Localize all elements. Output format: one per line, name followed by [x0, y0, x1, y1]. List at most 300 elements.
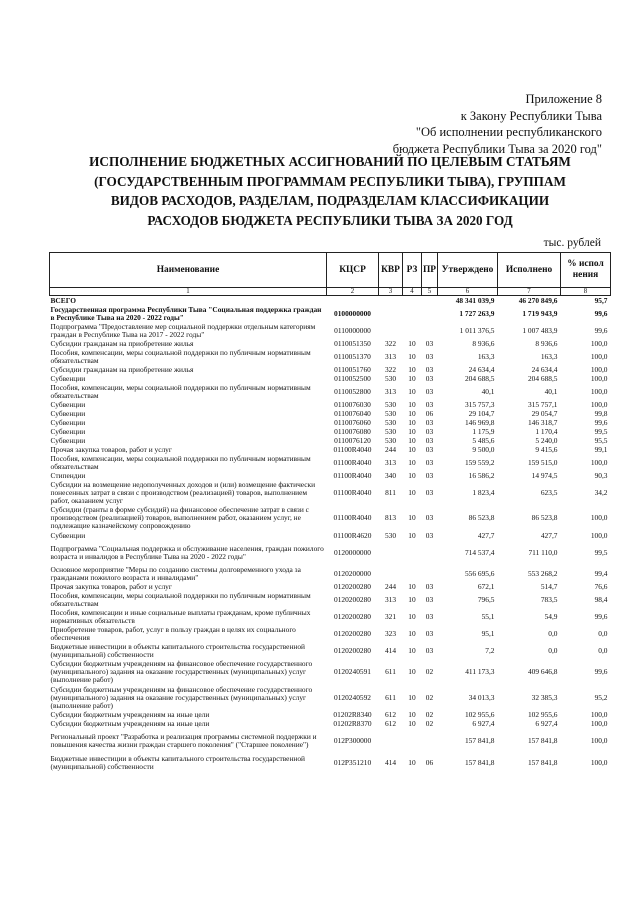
row-executed: 54,9: [544, 612, 558, 621]
row-pr: 03: [425, 629, 434, 638]
row-executed: 8 936,6: [535, 338, 558, 348]
table-row: [50, 436, 611, 445]
row-kvr: 323: [384, 629, 397, 638]
row-kvr: [379, 566, 403, 583]
row-kcsr: 0120200280: [334, 646, 371, 655]
row-kvr: 530: [384, 530, 397, 540]
document-title: [70, 152, 590, 230]
row-name: Субсидии бюджетным учреждениям на финансовое обеспечение государственного (муниципального) задания на оказание государственных (муниципальных) услуг (выполнение работ): [50, 684, 313, 710]
row-name: Субвенции: [50, 399, 86, 409]
column-number: 1: [50, 288, 327, 296]
column-number-row: [50, 288, 611, 296]
row-kcsr: 0110051370: [334, 351, 371, 361]
row-rz: [403, 322, 422, 339]
row-name: Приобретение товаров, работ, услуг в пользу граждан в целях их социального обеспечения: [50, 625, 296, 642]
header-pr: ПР: [422, 253, 438, 288]
row-rz: 10: [408, 435, 416, 445]
row-percent: 100,0: [590, 373, 608, 383]
row-rz: [403, 296, 422, 306]
row-percent: 99,6: [594, 325, 608, 335]
row-pr: 06: [425, 757, 434, 767]
row-rz: 10: [408, 457, 416, 467]
row-rz: 10: [408, 757, 416, 767]
row-approved: 29 104,7: [468, 408, 495, 418]
row-kcsr: 0120000000: [334, 547, 371, 557]
row-kcsr: 0120200000: [334, 569, 371, 578]
row-pr: 03: [425, 399, 434, 409]
row-kcsr: 0110051760: [334, 364, 371, 374]
row-name: Субвенции: [50, 530, 86, 540]
row-percent: 76,6: [594, 582, 608, 591]
title-line: РАСХОДОВ БЮДЖЕТА РЕСПУБЛИКИ ТЫВА ЗА 2020 ГОД: [147, 212, 513, 228]
row-kvr: 612: [384, 719, 397, 728]
row-percent: 100,0: [590, 351, 608, 361]
row-percent: 0,0: [598, 629, 608, 638]
row-pr: 02: [425, 692, 434, 702]
row-pr: 03: [425, 582, 434, 591]
row-approved: 163,3: [477, 351, 495, 361]
row-kvr: 313: [384, 595, 397, 604]
row-percent: 34,2: [594, 487, 608, 497]
row-pr: [422, 729, 438, 755]
row-percent: 100,0: [590, 364, 608, 374]
row-pr: [422, 566, 438, 583]
row-rz: 10: [408, 582, 416, 591]
row-kvr: 530: [384, 435, 397, 445]
row-pr: 03: [425, 513, 434, 523]
row-name: Субвенции: [50, 435, 86, 445]
row-executed: 46 270 849,6: [518, 295, 558, 305]
row-kcsr: 01202R8370: [333, 719, 372, 728]
table-row: [50, 409, 611, 418]
row-rz: [403, 540, 422, 566]
table-row: [50, 445, 611, 454]
row-percent: 100,0: [590, 719, 608, 728]
table-row: [50, 471, 611, 480]
column-number: 5: [422, 288, 438, 296]
header-kvr: КВР: [379, 253, 403, 288]
row-name: Субсидии бюджетным учреждениям на финансовое обеспечение государственного (муниципального) задания на оказание государственных (муниципальных) услуг (выполнение работ): [50, 659, 313, 685]
row-approved: 16 586,2: [468, 470, 495, 480]
row-name: Пособия, компенсации, меры социальной поддержки по публичным нормативным обязательствам: [50, 591, 311, 608]
row-executed: 29 054,7: [531, 408, 558, 418]
row-pr: 06: [425, 408, 434, 418]
table-row: [50, 427, 611, 436]
table-row: [50, 454, 611, 471]
table-row: [50, 506, 611, 532]
row-kcsr: 0100000000: [334, 308, 371, 318]
row-kvr: 611: [385, 692, 396, 702]
row-kcsr: 012P351210: [333, 757, 372, 767]
row-name: Стипендии: [50, 470, 86, 480]
table-row: [50, 531, 611, 540]
table-row: [50, 754, 611, 771]
table-row: [50, 720, 611, 729]
row-rz: 10: [408, 417, 416, 427]
header-percent: % испол нения: [561, 253, 611, 288]
row-percent: 95,2: [594, 692, 608, 702]
table-header: [50, 253, 611, 296]
row-kvr: 612: [384, 710, 397, 719]
row-pr: 03: [425, 595, 434, 604]
row-percent: 99,4: [594, 569, 608, 578]
row-approved: 157 841,8: [464, 757, 495, 767]
row-approved: 315 757,3: [464, 399, 495, 409]
row-executed: 159 515,0: [527, 457, 558, 467]
row-name: ВСЕГО: [50, 295, 76, 305]
column-number: 6: [438, 288, 498, 296]
title-line: (ГОСУДАРСТВЕННЫМ ПРОГРАММАМ РЕСПУБЛИКИ ТЫВА), ГРУППАМ: [94, 173, 566, 189]
row-name: Субвенции: [50, 408, 86, 418]
row-kvr: 811: [385, 487, 396, 497]
table-row: [50, 685, 611, 711]
row-rz: 10: [408, 351, 416, 361]
row-kvr: [379, 322, 403, 339]
row-kcsr: [327, 296, 379, 306]
row-kvr: [379, 540, 403, 566]
row-executed: 14 974,5: [531, 470, 558, 480]
row-approved: 1 175,9: [472, 426, 495, 436]
row-pr: [422, 305, 438, 322]
column-number: 4: [403, 288, 422, 296]
row-executed: 409 646,8: [527, 667, 558, 677]
row-approved: 427,7: [477, 530, 495, 540]
row-kcsr: 01100R4040: [333, 487, 372, 497]
row-kvr: 414: [384, 646, 397, 655]
row-rz: 10: [408, 513, 416, 523]
row-approved: 5 485,6: [472, 435, 495, 445]
row-percent: 0,0: [598, 646, 608, 655]
row-pr: 03: [425, 351, 434, 361]
table-row: [50, 480, 611, 506]
table-row: [50, 383, 611, 400]
row-approved: 714 537,4: [464, 547, 495, 557]
row-percent: 100,0: [590, 710, 608, 719]
row-executed: 6 927,4: [535, 719, 558, 728]
row-kvr: 530: [384, 417, 397, 427]
header-approved: Утверждено: [438, 253, 498, 288]
row-kvr: 313: [384, 386, 397, 396]
row-name: Бюджетные инвестиции в объекты капитального строительства государственной (муниципальной) собственности: [50, 642, 306, 659]
row-percent: 99,6: [594, 612, 608, 621]
row-kvr: 313: [384, 351, 397, 361]
row-pr: 03: [425, 338, 434, 348]
row-kvr: 611: [385, 667, 396, 677]
row-name: Региональный проект "Разработка и реализация программы системной поддержки и повышения качества жизни граждан старшего поколения" ("Старшее поколение"): [50, 732, 317, 750]
row-kcsr: 0110000000: [334, 325, 371, 335]
appendix-header: [393, 91, 602, 157]
row-pr: 03: [425, 530, 434, 540]
table-row: [50, 592, 611, 609]
row-rz: 10: [408, 487, 416, 497]
row-executed: 146 318,7: [527, 417, 558, 427]
row-executed: 9 415,6: [535, 444, 558, 454]
row-name: Субвенции: [50, 417, 86, 427]
row-kvr: 530: [384, 399, 397, 409]
row-rz: [403, 729, 422, 755]
row-rz: 10: [408, 373, 416, 383]
row-percent: 100,0: [590, 386, 608, 396]
table-row: [50, 348, 611, 365]
row-approved: 24 634,4: [468, 364, 495, 374]
row-kvr: 530: [384, 408, 397, 418]
row-executed: 1 170,4: [535, 426, 558, 436]
row-executed: 40,1: [544, 386, 558, 396]
column-number: 3: [379, 288, 403, 296]
row-name: Субсидии гражданам на приобретение жилья: [50, 338, 194, 348]
row-pr: 03: [425, 386, 434, 396]
row-kcsr: 0120200280: [334, 582, 371, 591]
row-pr: 03: [425, 364, 434, 374]
row-approved: 95,1: [481, 629, 495, 638]
row-approved: 204 688,5: [464, 373, 495, 383]
unit-label: тыс. рублей: [543, 237, 601, 249]
row-rz: [403, 566, 422, 583]
row-kvr: 322: [384, 338, 397, 348]
row-rz: [403, 305, 422, 322]
row-approved: 7,2: [485, 646, 495, 655]
row-kcsr: 0120240591: [334, 667, 371, 677]
row-approved: 1 823,4: [472, 487, 495, 497]
table-row: [50, 566, 611, 583]
row-pr: 03: [425, 646, 434, 655]
row-kcsr: 0110076120: [334, 435, 371, 445]
row-pr: 03: [425, 470, 434, 480]
row-pr: 03: [425, 435, 434, 445]
row-kvr: 321: [384, 612, 397, 621]
table-row: [50, 660, 611, 686]
header-kcsr: КЦСР: [327, 253, 379, 288]
header-executed: Исполнено: [498, 253, 561, 288]
row-executed: 427,7: [540, 530, 558, 540]
column-number: 8: [561, 288, 611, 296]
row-name: Бюджетные инвестиции в объекты капитального строительства государственной (муниципальной) собственности: [50, 753, 306, 771]
row-approved: 8 936,6: [472, 338, 495, 348]
row-executed: 623,5: [540, 487, 558, 497]
table-row: [50, 418, 611, 427]
title-line: ИСПОЛНЕНИЕ БЮДЖЕТНЫХ АССИГНОВАНИЙ ПО ЦЕЛЕВЫМ СТАТЬЯМ: [89, 154, 571, 169]
row-kvr: 322: [384, 364, 397, 374]
row-executed: 711 110,0: [528, 547, 558, 557]
row-name: Пособия, компенсации, меры социальной поддержки по публичным нормативным обязательствам: [50, 453, 311, 471]
row-kvr: 530: [384, 373, 397, 383]
table-row: [50, 729, 611, 755]
row-name: Прочая закупка товаров, работ и услуг: [50, 582, 172, 591]
row-percent: 90,3: [594, 470, 608, 480]
table-row: [50, 374, 611, 383]
row-approved: 40,1: [481, 386, 495, 396]
row-approved: 48 341 039,9: [455, 295, 495, 305]
row-executed: 24 634,4: [531, 364, 558, 374]
row-percent: 99,5: [594, 426, 608, 436]
row-pr: [422, 322, 438, 339]
row-rz: 10: [408, 530, 416, 540]
table-row: [50, 626, 611, 643]
budget-table: [49, 252, 611, 771]
row-pr: 02: [425, 710, 434, 719]
row-executed: 0,0: [548, 629, 558, 638]
appendix-line: к Закону Республики Тыва: [460, 108, 602, 123]
row-approved: 157 841,8: [464, 736, 495, 746]
table-row: [50, 400, 611, 409]
row-name: Пособия, компенсации, меры социальной поддержки по публичным нормативным обязательствам: [50, 347, 311, 365]
row-pr: 03: [425, 612, 434, 621]
row-rz: 10: [408, 595, 416, 604]
table-row: [50, 305, 611, 322]
row-pr: 03: [425, 487, 434, 497]
row-kcsr: 012P300000: [333, 736, 372, 746]
row-approved: 556 695,6: [464, 569, 495, 578]
row-kcsr: 0110052500: [334, 373, 371, 383]
row-percent: 100,0: [590, 736, 608, 746]
header-rz: РЗ: [403, 253, 422, 288]
row-executed: 783,5: [540, 595, 558, 604]
appendix-line: "Об исполнении республиканского: [415, 125, 602, 139]
row-percent: 98,4: [594, 595, 608, 604]
row-percent: 100,0: [590, 513, 608, 523]
row-pr: [422, 540, 438, 566]
row-name: Основное мероприятие "Меры по созданию системы долговременного ухода за гражданами пожилого возраста и инвалидами": [50, 565, 301, 582]
table-body: [50, 296, 611, 772]
title-line: ВИДОВ РАСХОДОВ, РАЗДЕЛАМ, ПОДРАЗДЕЛАМ КЛАССИФИКАЦИИ: [110, 193, 550, 208]
table-row: [50, 296, 611, 306]
row-pr: [422, 296, 438, 306]
row-rz: 10: [408, 444, 416, 454]
row-pr: 03: [425, 417, 434, 427]
row-name: Субсидии бюджетным учреждениям на иные цели: [50, 719, 210, 728]
row-percent: 95,7: [594, 295, 608, 305]
table-row: [50, 609, 611, 626]
row-name: Субсидии (гранты в форме субсидий) на финансовое обеспечение затрат в связи с производством (реализацией) товаров, выполнением работ, оказанием услуг, не подлежащие казначейскому сопровождению: [50, 505, 309, 531]
row-kcsr: 01100R4040: [333, 457, 372, 467]
row-kvr: [379, 729, 403, 755]
row-rz: 10: [408, 399, 416, 409]
row-executed: 514,7: [540, 582, 558, 591]
row-kcsr: 01202R8340: [333, 710, 372, 719]
row-name: Подпрограмма "Социальная поддержка и обслуживание населения, граждан пожилого возраста и инвалидов в Республике Тыва на 2020 - 2022 годы": [50, 543, 324, 561]
row-rz: 10: [408, 612, 416, 621]
row-rz: 10: [408, 629, 416, 638]
row-approved: 159 559,2: [464, 457, 495, 467]
row-rz: 10: [408, 667, 416, 677]
row-approved: 411 173,3: [465, 667, 495, 677]
row-name: Подпрограмма "Предоставление мер социальной поддержки отдельным категориям граждан в Республике Тыва на 2017 - 2022 годы": [50, 321, 316, 339]
row-executed: 1 719 943,9: [522, 308, 558, 318]
row-pr: 02: [425, 719, 434, 728]
row-approved: 672,1: [477, 582, 495, 591]
row-executed: 5 240,0: [535, 435, 558, 445]
row-kcsr: 01100R4620: [333, 530, 372, 540]
row-approved: 1 727 263,9: [459, 308, 495, 318]
row-name: Пособия, компенсации и иные социальные выплаты гражданам, кроме публичных нормативных обязательств: [50, 608, 311, 625]
table-row: [50, 540, 611, 566]
row-rz: 10: [408, 646, 416, 655]
row-kcsr: 0110052800: [334, 386, 371, 396]
row-kvr: 414: [384, 757, 397, 767]
row-name: Субсидии гражданам на приобретение жилья: [50, 364, 194, 374]
table-row: [50, 322, 611, 339]
row-executed: 204 688,5: [527, 373, 558, 383]
row-approved: 9 500,0: [472, 444, 495, 454]
row-kvr: 244: [384, 444, 397, 454]
row-percent: 95,5: [594, 435, 608, 445]
row-executed: 0,0: [548, 646, 558, 655]
row-name: Субсидии на возмещение недополученных доходов и (или) возмещение фактически понесенных затрат в связи с производством (реализацией) товаров, выполнением работ, оказанием услуг: [50, 479, 316, 505]
row-rz: 10: [408, 470, 416, 480]
column-number: 2: [327, 288, 379, 296]
row-executed: 1 007 483,9: [522, 325, 558, 335]
row-executed: 157 841,8: [527, 757, 558, 767]
row-percent: 99,6: [594, 308, 608, 318]
row-kvr: 340: [384, 470, 397, 480]
row-percent: 100,0: [590, 338, 608, 348]
row-kcsr: 0120200280: [334, 612, 371, 621]
row-percent: 100,0: [590, 530, 608, 540]
row-approved: 34 013,3: [468, 692, 495, 702]
row-percent: 99,5: [594, 547, 608, 557]
row-kvr: 813: [384, 513, 397, 523]
row-kvr: [379, 296, 403, 306]
row-executed: 86 523,8: [531, 513, 558, 523]
row-kvr: 530: [384, 426, 397, 436]
row-executed: 157 841,8: [527, 736, 558, 746]
row-pr: 03: [425, 426, 434, 436]
row-executed: 315 757,1: [527, 399, 558, 409]
row-pr: 03: [425, 457, 434, 467]
row-approved: 796,5: [477, 595, 495, 604]
row-kcsr: 0120240592: [334, 692, 371, 702]
row-percent: 99,1: [594, 444, 608, 454]
row-approved: 6 927,4: [472, 719, 495, 728]
row-kcsr: 01100R4040: [333, 444, 372, 454]
row-kcsr: 0110051350: [334, 338, 371, 348]
row-kvr: 313: [384, 457, 397, 467]
row-kvr: [379, 305, 403, 322]
row-kvr: 244: [384, 582, 397, 591]
row-percent: 99,6: [594, 417, 608, 427]
row-kcsr: 01100R4040: [333, 470, 372, 480]
row-executed: 163,3: [540, 351, 558, 361]
row-pr: 02: [425, 667, 434, 677]
row-rz: 10: [408, 386, 416, 396]
row-kcsr: 01100R4040: [333, 513, 372, 523]
row-approved: 86 523,8: [468, 513, 495, 523]
column-number: 7: [498, 288, 561, 296]
row-percent: 100,0: [590, 457, 608, 467]
row-rz: 10: [408, 408, 416, 418]
row-rz: 10: [408, 364, 416, 374]
row-name: Прочая закупка товаров, работ и услуг: [50, 444, 172, 454]
row-kcsr: 0110076030: [334, 399, 371, 409]
row-percent: 99,6: [594, 667, 608, 677]
row-executed: 553 268,2: [527, 569, 558, 578]
row-percent: 99,8: [594, 408, 608, 418]
row-pr: 03: [425, 373, 434, 383]
table-row: [50, 365, 611, 374]
row-rz: 10: [408, 338, 416, 348]
row-kcsr: 0110076080: [334, 426, 371, 436]
row-approved: 146 969,8: [464, 417, 495, 427]
row-kcsr: 0120200280: [334, 629, 371, 638]
row-percent: 100,0: [590, 399, 608, 409]
row-rz: 10: [408, 710, 416, 719]
row-kcsr: 0110076060: [334, 417, 371, 427]
row-kcsr: 0120200280: [334, 595, 371, 604]
row-kcsr: 0110076040: [334, 408, 371, 418]
row-pr: 03: [425, 444, 434, 454]
appendix-line: бюджета Республики Тыва за 2020 год": [392, 141, 602, 156]
row-name: Государственная программа Республики Тыва "Социальная поддержка граждан в Республике Тыва на 2020 - 2022 годы": [50, 304, 322, 322]
